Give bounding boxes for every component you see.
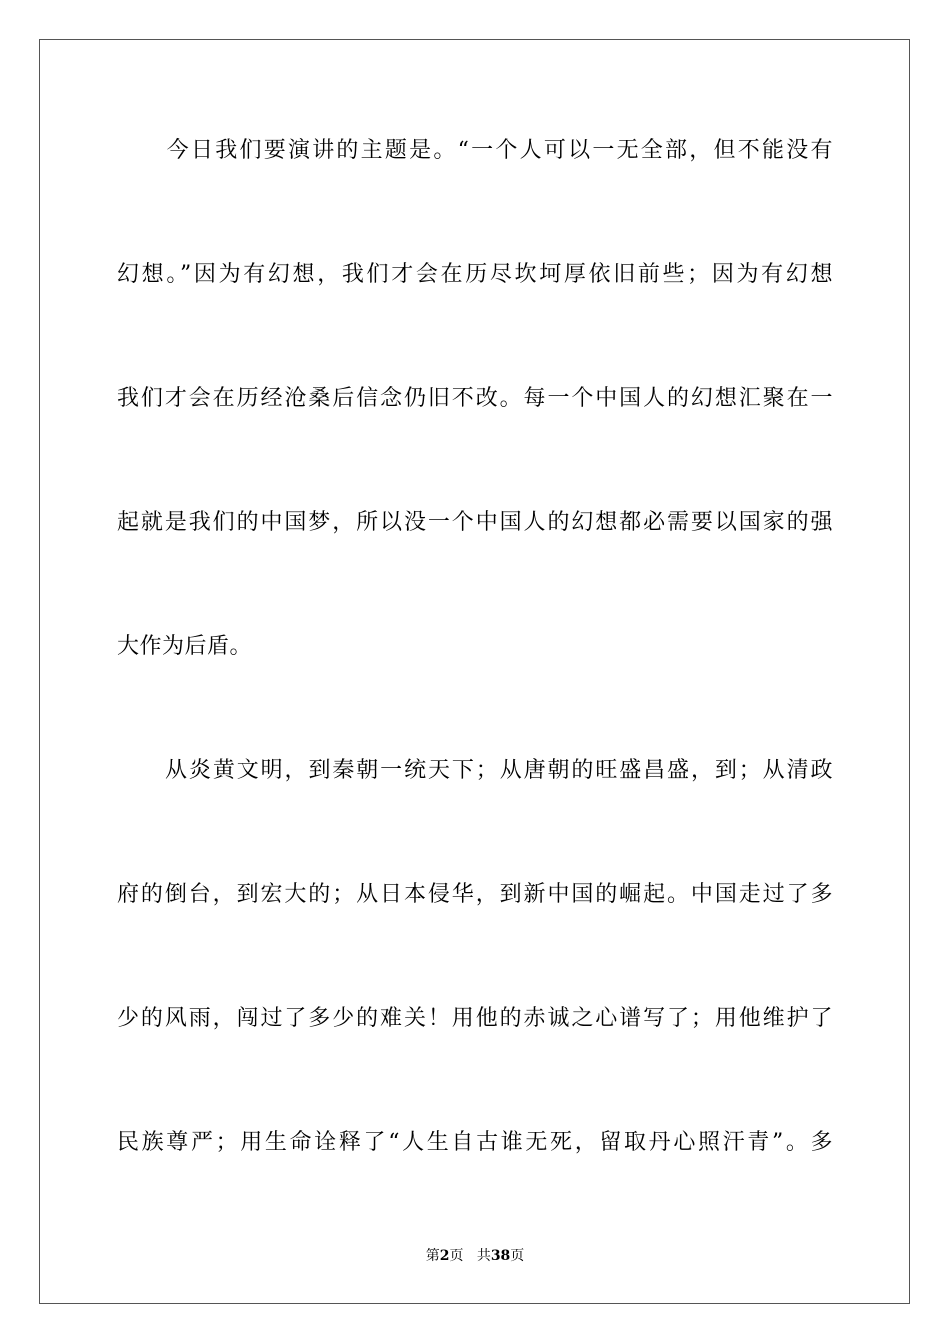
total-pages: 38: [490, 1248, 511, 1264]
text-line: 今日我们要演讲的主题是。“一个人可以一无全部，但不能没有: [165, 138, 833, 163]
paragraph-2-line-3: 少的风雨，闯过了多少的难关！用他的赤诚之心谱写了；用他维护了: [117, 1006, 833, 1031]
paragraph-2-line-1: 从炎黄文明，到秦朝一统天下；从唐朝的旺盛昌盛，到；从清政: [165, 758, 833, 783]
page-prefix: 第: [425, 1248, 440, 1264]
paragraph-2-line-2: 府的倒台，到宏大的；从日本侵华，到新中国的崛起。中国走过了多: [117, 882, 833, 907]
paragraph-1-line-4: 起就是我们的中国梦，所以没一个中国人的幻想都必需要以国家的强: [117, 510, 833, 535]
page-number: 2: [439, 1248, 450, 1264]
paragraph-2-line-4: 民族尊严；用生命诠释了“人生自古谁无死，留取丹心照汗青”。多: [117, 1130, 833, 1155]
page-footer: [0, 1246, 950, 1266]
page-border: [39, 39, 910, 1304]
paragraph-1-line-1: [117, 136, 833, 166]
total-prefix: 共: [476, 1248, 491, 1264]
page-suffix: 页: [449, 1248, 464, 1264]
paragraph-1-line-3: 我们才会在历经沧桑后信念仍旧不改。每一个中国人的幻想汇聚在一: [117, 386, 833, 411]
total-suffix: 页: [510, 1248, 525, 1264]
paragraph-1-line-5: 大作为后盾。: [117, 634, 253, 659]
paragraph-1-line-2: 幻想。”因为有幻想，我们才会在历尽坎坷厚依旧前些；因为有幻想: [117, 262, 833, 287]
